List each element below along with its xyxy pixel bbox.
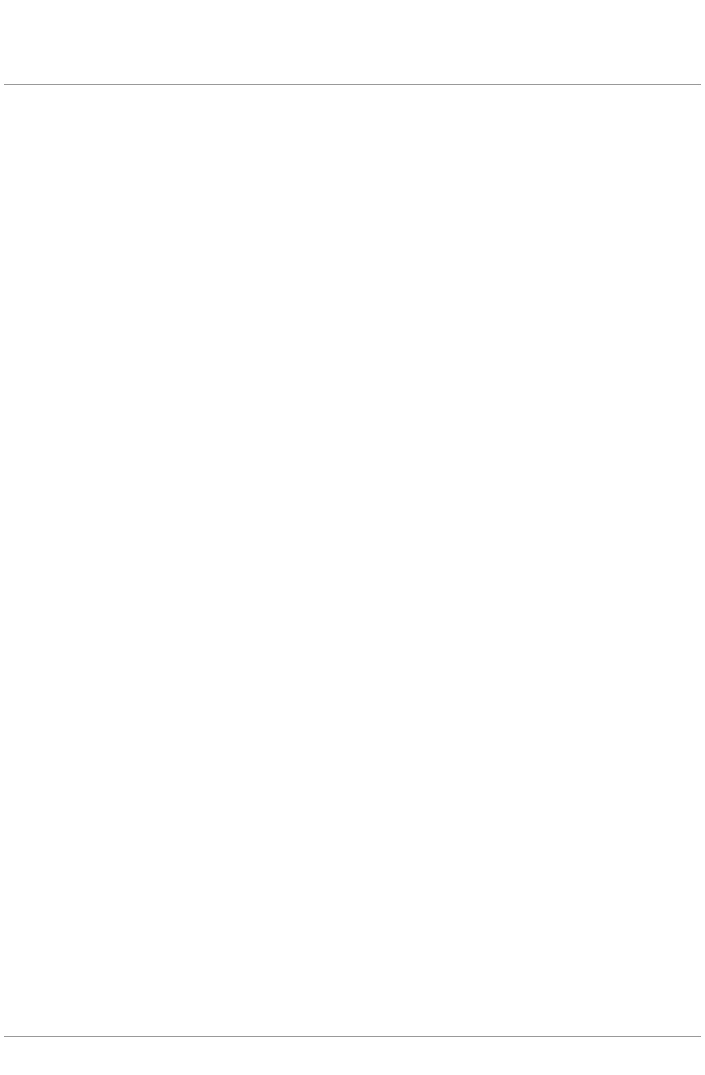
- tuv-austria-logo: [584, 2, 700, 68]
- item-number: [6, 116, 46, 163]
- item-text: [46, 116, 692, 163]
- footer-divider: [4, 1036, 701, 1037]
- document-header: [0, 0, 705, 92]
- document-body: [6, 106, 692, 173]
- header-divider: [4, 84, 701, 85]
- list-item: [6, 116, 692, 163]
